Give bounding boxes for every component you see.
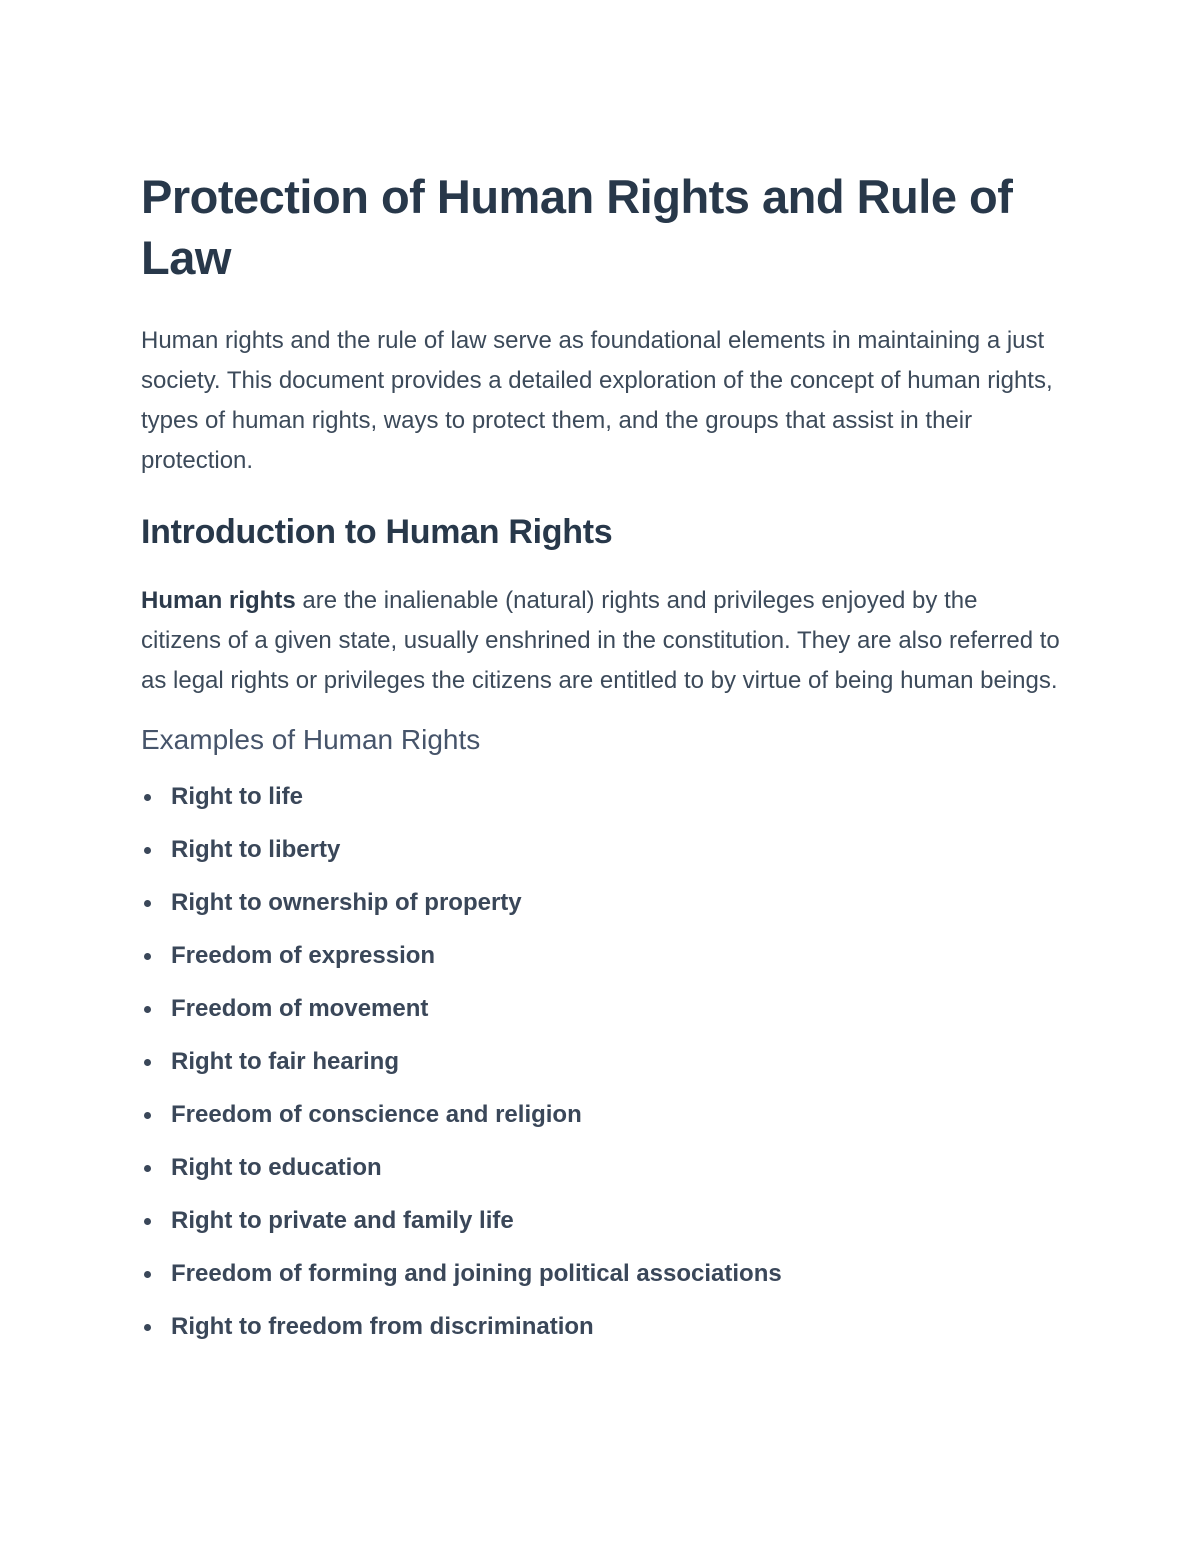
- intro-paragraph: Human rights and the rule of law serve as foundational elements in maintaining a just society. This document provides a detailed exploration of the concept of human rights, types of human rights, ways to protect them, and the groups that assist in their protection.: [141, 327, 1053, 474]
- bullet-icon: [144, 1112, 151, 1119]
- list-item-label: Freedom of forming and joining political associations: [171, 1260, 782, 1287]
- bullet-icon: [144, 1165, 151, 1172]
- bullet-icon: [144, 953, 151, 960]
- bullet-icon: [144, 794, 151, 801]
- examples-subheading: Examples of Human Rights: [141, 724, 481, 755]
- list-item-label: Right to liberty: [171, 836, 341, 863]
- definition-text: are the inalienable (natural) rights and privileges enjoyed by the citizens of a given state, usually enshrined in the constitution. They are also referred to as legal rights or privileges the citizens are entitled to by virtue of being human beings.: [141, 587, 1060, 694]
- section-heading: Introduction to Human Rights: [141, 513, 613, 551]
- list-item-label: Freedom of expression: [171, 942, 436, 969]
- list-item-label: Freedom of movement: [171, 995, 429, 1022]
- list-item: [141, 1254, 1061, 1294]
- definition-term: Human rights: [141, 587, 296, 614]
- list-item-label: Right to life: [171, 783, 303, 810]
- bullet-icon: [144, 900, 151, 907]
- bullet-icon: [144, 1059, 151, 1066]
- list-item-label: Right to education: [171, 1154, 382, 1181]
- list-item: [141, 777, 1061, 817]
- list-item-label: Right to ownership of property: [171, 889, 522, 916]
- list-item: [141, 830, 1061, 870]
- list-item-label: Right to fair hearing: [171, 1048, 399, 1075]
- list-item: [141, 1042, 1061, 1082]
- definition-paragraph: [141, 581, 1061, 701]
- document-page: [141, 166, 1061, 1360]
- bullet-icon: [144, 1218, 151, 1225]
- list-item: [141, 1148, 1061, 1188]
- bullet-icon: [144, 1006, 151, 1013]
- rights-list: [141, 777, 1061, 1347]
- list-item-label: Right to private and family life: [171, 1207, 514, 1234]
- list-item: [141, 1201, 1061, 1241]
- list-item: [141, 989, 1061, 1029]
- list-item-label: Freedom of conscience and religion: [171, 1101, 582, 1128]
- list-item: [141, 883, 1061, 923]
- document-title: Protection of Human Rights and Rule of Law: [141, 170, 1013, 284]
- list-item: [141, 1307, 1061, 1347]
- list-item-label: Right to freedom from discrimination: [171, 1313, 594, 1340]
- list-item: [141, 1095, 1061, 1135]
- list-item: [141, 936, 1061, 976]
- bullet-icon: [144, 1324, 151, 1331]
- bullet-icon: [144, 847, 151, 854]
- bullet-icon: [144, 1271, 151, 1278]
